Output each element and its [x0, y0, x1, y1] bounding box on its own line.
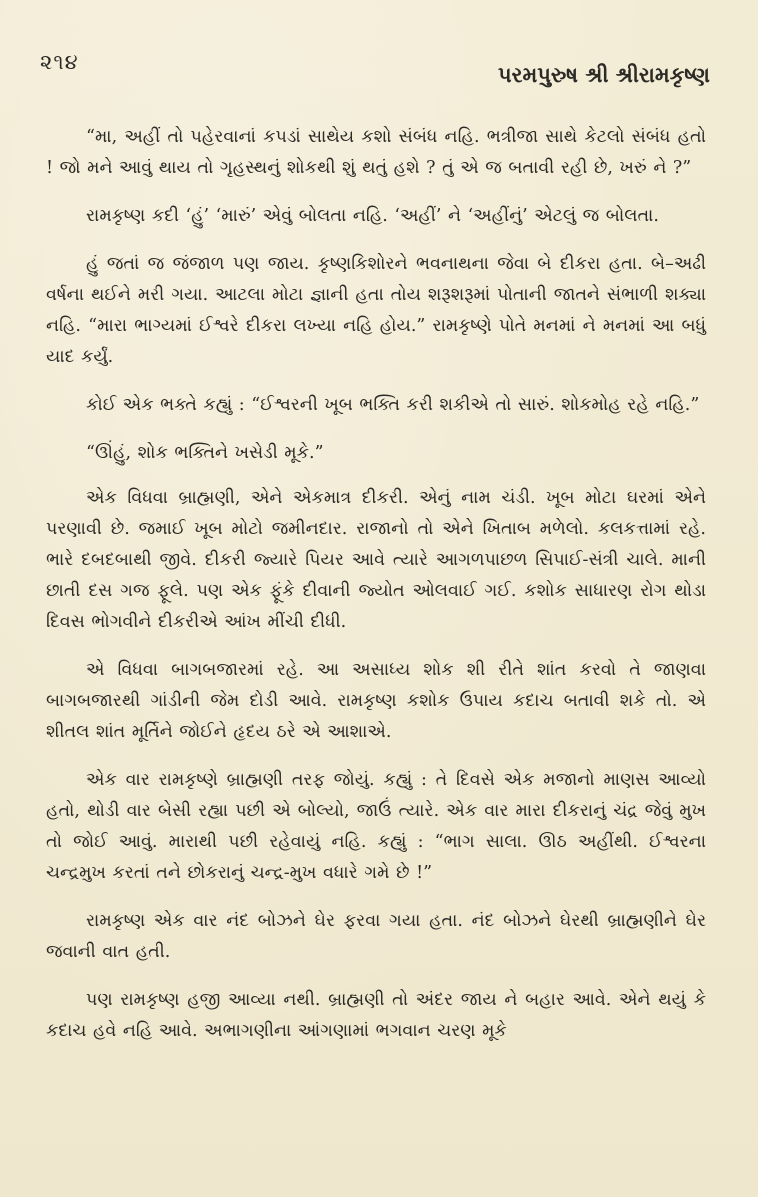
running-title: પરમપુરુષ શ્રી શ્રીરામકૃષ્ણ: [497, 62, 710, 87]
paragraph: “ઊંહું, શોક ભક્તિને ખસેડી મૂકે.”: [86, 443, 324, 463]
paragraph: રામકૃષ્ણ એક વાર નંદ બોઝને ઘેર ફરવા ગયા હતા. નંદ બોઝને ઘેરથી બ્રાહ્મણીને ઘેર જવાની વાત હતી.: [46, 911, 706, 962]
paragraph: કોઈ એક ભક્તે કહ્યું : “ઈશ્વરની ખૂબ ભક્તિ કરી શકીએ તો સારું. શોકમોહ રહે નહિ.”: [86, 395, 700, 415]
paragraph: પણ રામકૃષ્ણ હજી આવ્યા નથી. બ્રાહ્મણી તો અંદર જાય ને બહાર આવે. એને થયું કે કદાચ હવે નહિ આવે. અભાગણીના આંગણામાં ભગવાન ચરણ મૂકે: [46, 990, 706, 1041]
page-header: [40, 40, 710, 90]
paragraph: એ વિધવા બાગબજારમાં રહે. આ અસાધ્ય શોક શી રીતે શાંત કરવો તે જાણવા બાગબજારથી ગાંડીની જેમ દોડી આવે. રામકૃષ્ણ કશોક ઉપાય કદાચ બતાવી શકે તો. એ શીતલ શાંત મૂર્તિને જોઈને હૃદય ઠરે એ આશાએ.: [46, 660, 706, 742]
paragraph: એક વાર રામકૃષ્ણે બ્રાહ્મણી તરફ જોયું. કહ્યું : તે દિવસે એક મજાનો માણસ આવ્યો હતો, થોડી વાર બેસી રહ્યા પછી એ બોલ્યો, જાઉં ત્યારે. એક વાર મારા દીકરાનું ચંદ્ર જેવું મુખ તો જોઈ આવું. મારાથી પછી રહેવાયું નહિ. કહ્યું : “ભાગ સાલા. ઊઠ અહીંથી. ઈશ્વરના ચન્દ્રમુખ કરતાં તને છોકરાનું ચન્દ્ર-મુખ વધારે ગમે છે !”: [46, 770, 706, 883]
paragraph: રામકૃષ્ણ કદી ‘હું’ ‘મારું’ એવું બોલતા નહિ. ‘અહીં’ ને ‘અહીંનું’ એટલું જ બોલતા.: [86, 206, 659, 226]
paragraph: “મા, અહીં તો પહેરવાનાં કપડાં સાથેય કશો સંબંધ નહિ. ભત્રીજા સાથે કેટલો સંબંધ હતો ! જો મને આવું થાય તો ગૃહસ્થનું શોકથી શું થતું હશે ? તું એ જ બતાવી રહી છે, ખરું ને ?”: [46, 127, 706, 178]
page-number: ૨૧૪: [40, 50, 79, 74]
paragraph: હું જતાં જ જંજાળ પણ જાય. કૃષ્ણકિશોરને ભવનાથના જેવા બે દીકરા હતા. બે–અઢી વર્ષના થઈને મરી ગયા. આટલા મોટા જ્ઞાની હતા તોય શરૂશરૂમાં પોતાની જાતને સંભાળી શક્યા નહિ. “મારા ભાગ્યમાં ઈશ્વરે દીકરા લખ્યા નહિ હોય.” રામકૃષ્ણે પોતે મનમાં ને મનમાં આ બધું યાદ કર્યું.: [46, 254, 706, 367]
paragraph: એક વિધવા બ્રાહ્મણી, એને એકમાત્ર દીકરી. એનું નામ ચંડી. ખૂબ મોટા ઘરમાં એને પરણાવી છે. જમાઈ ખૂબ મોટો જમીનદાર. રાજાનો તો એને ખિતાબ મળેલો. કલકત્તામાં રહે. ભારે દબદબાથી જીવે. દીકરી જ્યારે પિયર આવે ત્યારે આગળપાછળ સિપાઈ-સંત્રી ચાલે. માની છાતી દસ ગજ ફૂલે. પણ એક ફૂંકે દીવાની જ્યોત ઓલવાઈ ગઈ. કશોક સાધારણ રોગ થોડા દિવસ ભોગવીને દીકરીએ આંખ મીંચી દીધી.: [46, 488, 706, 632]
body-text: [46, 122, 706, 1064]
